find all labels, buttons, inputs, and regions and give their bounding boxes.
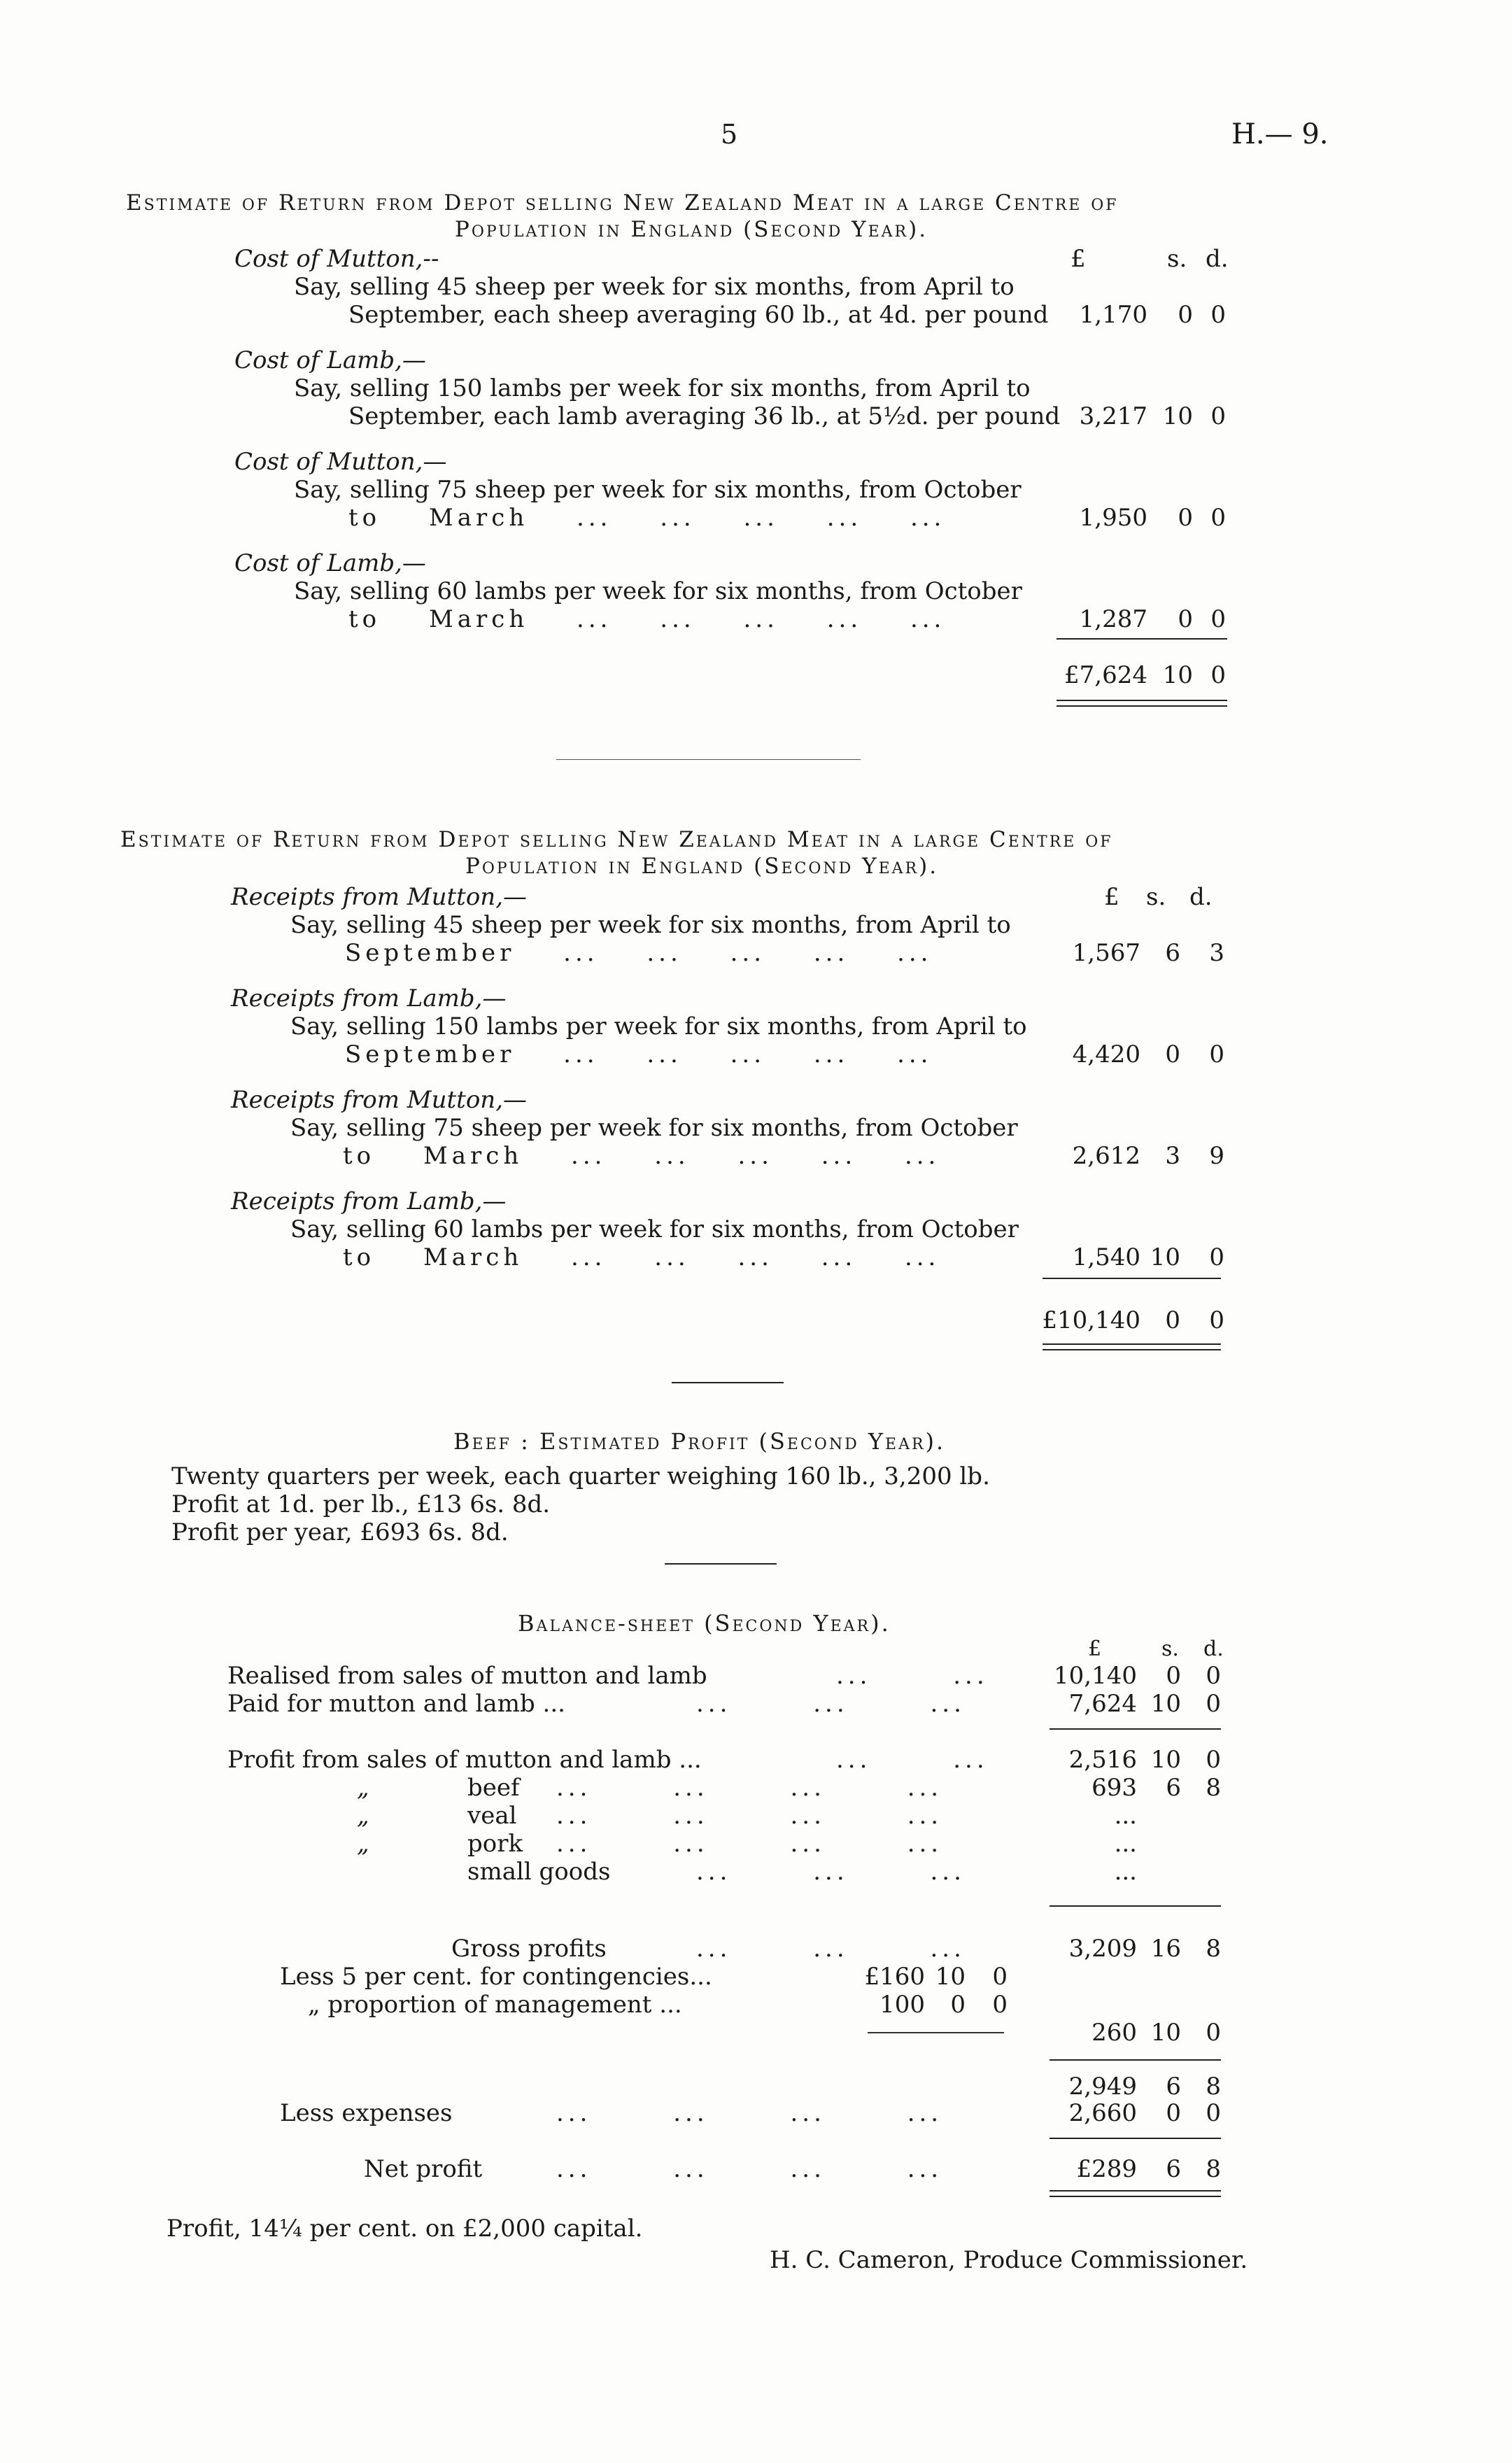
receipt-item-line1: Say, selling 60 lambs per week for six months, from October: [290, 1215, 1019, 1243]
cost-item-pounds: 1,287: [1079, 605, 1147, 633]
col-pence-header: d.: [1203, 1637, 1224, 1661]
profit-ml-label: Profit from sales of mutton and lamb ...: [227, 1746, 702, 1774]
cost-item-shillings: 10: [1162, 402, 1193, 430]
subtotal-rule: [868, 2032, 1004, 2033]
cost-item-pence: 0: [1210, 301, 1226, 329]
veal-label: veal: [467, 1802, 517, 1830]
cost-item-shillings: 0: [1178, 504, 1193, 532]
gross-pence: 8: [1206, 1935, 1221, 1963]
col-pence-header: d.: [1189, 883, 1213, 911]
beef-pence: 8: [1206, 1774, 1221, 1802]
estimate-receipts-title-line2: Population in England (Second Year).: [465, 854, 939, 879]
net-profit-pence: 8: [1206, 2155, 1221, 2183]
receipt-item-shillings: 6: [1165, 939, 1180, 967]
expenses-shillings: 0: [1166, 2099, 1181, 2127]
dot-leader: ... ... ... ...: [556, 2099, 943, 2127]
cost-item-line2: September, each sheep averaging 60 lb., at 4d. per pound: [348, 301, 1049, 329]
dot-leader: ... ...: [836, 1746, 989, 1774]
page-number: 5: [721, 119, 738, 150]
veal-pounds: ...: [1114, 1802, 1137, 1830]
profit-ml-pence: 0: [1206, 1746, 1221, 1774]
pork-label: pork: [467, 1830, 523, 1858]
cost-item-heading: Cost of Mutton,--: [234, 245, 439, 273]
receipt-item-line1: Say, selling 150 lambs per week for six months, from April to: [290, 1012, 1027, 1040]
paid-label: Paid for mutton and lamb ...: [227, 1690, 565, 1718]
total-double-rule: [1057, 700, 1227, 707]
contingencies-label: Less 5 per cent. for contingencies...: [280, 1963, 712, 1991]
subtotal-rule: [1050, 2138, 1221, 2139]
dot-leader: ... ... ... ...: [556, 1830, 943, 1858]
contingencies-pence: 0: [992, 1963, 1008, 1991]
col-pounds-header: £: [1071, 245, 1086, 273]
paid-pence: 0: [1206, 1690, 1221, 1718]
section-divider: [672, 1382, 784, 1383]
cost-item-line2: September, each lamb averaging 36 lb., at 5½d. per pound: [348, 402, 1061, 430]
realised-shillings: 0: [1166, 1662, 1181, 1690]
total-double-rule: [1043, 1343, 1221, 1350]
pork-pounds: ...: [1114, 1830, 1137, 1858]
subtotal-rule: [1043, 1278, 1221, 1279]
receipt-item-pence: 3: [1209, 939, 1224, 967]
estimate-cost-title-line2: Population in England (Second Year).: [455, 217, 928, 242]
small-goods-pounds: ...: [1114, 1858, 1137, 1886]
cost-item-shillings: 0: [1178, 301, 1193, 329]
cost-item-line1: Say, selling 75 sheep per week for six months, from October: [294, 476, 1022, 504]
profit-ml-shillings: 10: [1150, 1746, 1181, 1774]
cost-item-pence: 0: [1210, 504, 1226, 532]
receipt-item-line2: September ... ... ... ... ...: [345, 1040, 933, 1068]
receipts-total-pounds: £10,140: [1042, 1306, 1140, 1334]
ditto-mark: „: [357, 1830, 369, 1858]
subtotal-rule: [1050, 2059, 1221, 2061]
dot-leader: ... ... ... ...: [556, 1802, 943, 1830]
receipt-item-line1: Say, selling 45 sheep per week for six months, from April to: [290, 911, 1011, 939]
section-divider: [556, 759, 861, 760]
total-double-rule: [1050, 2190, 1221, 2197]
cost-item-pounds: 3,217: [1079, 402, 1147, 430]
receipt-item-shillings: 10: [1150, 1243, 1180, 1271]
subtotal-rule: [1050, 1728, 1221, 1730]
dot-leader: ... ... ...: [696, 1858, 966, 1886]
net-before-expenses-pence: 8: [1206, 2073, 1221, 2101]
profit-ml-pounds: 2,516: [1068, 1746, 1137, 1774]
small-goods-label: small goods: [467, 1858, 611, 1886]
management-pence: 0: [992, 1991, 1008, 2019]
cost-total-shillings: 10: [1162, 661, 1193, 689]
receipt-item-line2: to March ... ... ... ... ...: [343, 1142, 940, 1170]
dot-leader: ... ...: [836, 1662, 989, 1690]
receipt-item-pounds: 4,420: [1072, 1040, 1140, 1068]
receipt-item-heading: Receipts from Lamb,—: [231, 985, 507, 1012]
net-before-expenses-pounds: 2,949: [1068, 2073, 1137, 2101]
col-pence-header: d.: [1206, 245, 1229, 273]
expenses-pounds: 2,660: [1068, 2099, 1137, 2127]
dot-leader: ... ... ...: [696, 1690, 966, 1718]
cost-item-heading: Cost of Mutton,—: [234, 448, 447, 476]
contingencies-pounds: £160: [864, 1963, 925, 1991]
cost-item-line1: Say, selling 45 sheep per week for six months, from April to: [294, 273, 1015, 301]
cost-item-shillings: 0: [1178, 605, 1193, 633]
col-shillings-header: s.: [1167, 245, 1187, 273]
expenses-label: Less expenses: [280, 2099, 453, 2127]
receipt-item-pounds: 2,612: [1072, 1142, 1140, 1170]
beef-title: Beef : Estimated Profit (Second Year).: [453, 1428, 946, 1455]
receipt-item-line1: Say, selling 75 sheep per week for six months, from October: [290, 1114, 1018, 1142]
cost-item-line2: to March ... ... ... ... ...: [348, 504, 946, 532]
ditto-mark: „: [357, 1802, 369, 1830]
realised-pence: 0: [1206, 1662, 1221, 1690]
net-profit-label: Net profit: [364, 2155, 483, 2183]
contingencies-shillings: 10: [935, 1963, 966, 1991]
receipt-item-shillings: 0: [1165, 1040, 1180, 1068]
management-label: „ proportion of management ...: [308, 1991, 682, 2019]
receipt-item-pence: 9: [1209, 1142, 1224, 1170]
expenses-pence: 0: [1206, 2099, 1221, 2127]
net-profit-pounds: £289: [1076, 2155, 1137, 2183]
cost-item-pounds: 1,950: [1079, 504, 1147, 532]
dot-leader: ... ... ...: [696, 1935, 966, 1963]
receipt-item-shillings: 3: [1165, 1142, 1180, 1170]
deductions-pence: 0: [1206, 2019, 1221, 2047]
cost-item-line1: Say, selling 150 lambs per week for six months, from April to: [294, 374, 1031, 402]
cost-item-pence: 0: [1210, 605, 1226, 633]
realised-pounds: 10,140: [1054, 1662, 1137, 1690]
signature: H. C. Cameron, Produce Commissioner.: [770, 2246, 1248, 2274]
realised-label: Realised from sales of mutton and lamb: [227, 1662, 707, 1690]
subtotal-rule: [1050, 1905, 1221, 1907]
receipt-item-heading: Receipts from Mutton,—: [231, 883, 528, 911]
receipt-item-pounds: 1,567: [1072, 939, 1140, 967]
receipt-item-pounds: 1,540: [1072, 1243, 1140, 1271]
cost-item-pence: 0: [1210, 402, 1226, 430]
beef-line: Profit per year, £693 6s. 8d.: [171, 1518, 509, 1546]
paid-pounds: 7,624: [1068, 1690, 1137, 1718]
net-before-expenses-shillings: 6: [1166, 2073, 1181, 2101]
document-reference: H.— 9.: [1231, 118, 1329, 150]
gross-pounds: 3,209: [1068, 1935, 1137, 1963]
receipt-item-heading: Receipts from Lamb,—: [231, 1187, 507, 1215]
beef-line: Twenty quarters per week, each quarter weighing 160 lb., 3,200 lb.: [171, 1462, 990, 1490]
beef-label: beef: [467, 1774, 520, 1802]
estimate-cost-title-line1: Estimate of Return from Depot selling New Zealand Meat in a large Centre of: [126, 190, 1119, 216]
cost-item-line2: to March ... ... ... ... ...: [348, 605, 946, 633]
receipts-total-shillings: 0: [1165, 1306, 1180, 1334]
beef-line: Profit at 1d. per lb., £13 6s. 8d.: [171, 1490, 551, 1518]
receipt-item-pence: 0: [1209, 1040, 1224, 1068]
col-shillings-header: s.: [1146, 883, 1166, 911]
col-pounds-header: £: [1088, 1637, 1102, 1661]
receipt-item-line2: September ... ... ... ... ...: [345, 939, 933, 967]
balance-sheet-title: Balance-sheet (Second Year).: [518, 1610, 891, 1637]
gross-profits-label: Gross profits: [451, 1935, 607, 1963]
dot-leader: ... ... ... ...: [556, 2155, 943, 2183]
gross-shillings: 16: [1150, 1935, 1181, 1963]
col-pounds-header: £: [1104, 883, 1119, 911]
receipt-item-line2: to March ... ... ... ... ...: [343, 1243, 940, 1271]
capital-profit-note: Profit, 14¼ per cent. on £2,000 capital.: [167, 2215, 643, 2243]
col-shillings-header: s.: [1161, 1637, 1179, 1661]
cost-item-pounds: 1,170: [1079, 301, 1147, 329]
deductions-pounds: 260: [1091, 2019, 1137, 2047]
cost-item-heading: Cost of Lamb,—: [234, 549, 426, 577]
cost-item-line1: Say, selling 60 lambs per week for six months, from October: [294, 577, 1022, 605]
management-shillings: 0: [950, 1991, 966, 2019]
receipts-total-pence: 0: [1209, 1306, 1224, 1334]
receipt-item-pence: 0: [1209, 1243, 1224, 1271]
cost-total-pounds: £7,624: [1064, 661, 1147, 689]
cost-total-pence: 0: [1210, 661, 1226, 689]
net-profit-shillings: 6: [1166, 2155, 1181, 2183]
ditto-mark: „: [357, 1774, 369, 1802]
section-divider: [665, 1563, 777, 1565]
subtotal-rule: [1057, 638, 1227, 640]
paid-shillings: 10: [1150, 1690, 1181, 1718]
management-pounds: 100: [879, 1991, 925, 2019]
deductions-shillings: 10: [1150, 2019, 1181, 2047]
beef-pounds: 693: [1091, 1774, 1137, 1802]
cost-item-heading: Cost of Lamb,—: [234, 346, 426, 374]
dot-leader: ... ... ... ...: [556, 1774, 943, 1802]
estimate-receipts-title-line1: Estimate of Return from Depot selling New Zealand Meat in a large Centre of: [120, 827, 1113, 852]
beef-shillings: 6: [1166, 1774, 1181, 1802]
receipt-item-heading: Receipts from Mutton,—: [231, 1086, 528, 1114]
